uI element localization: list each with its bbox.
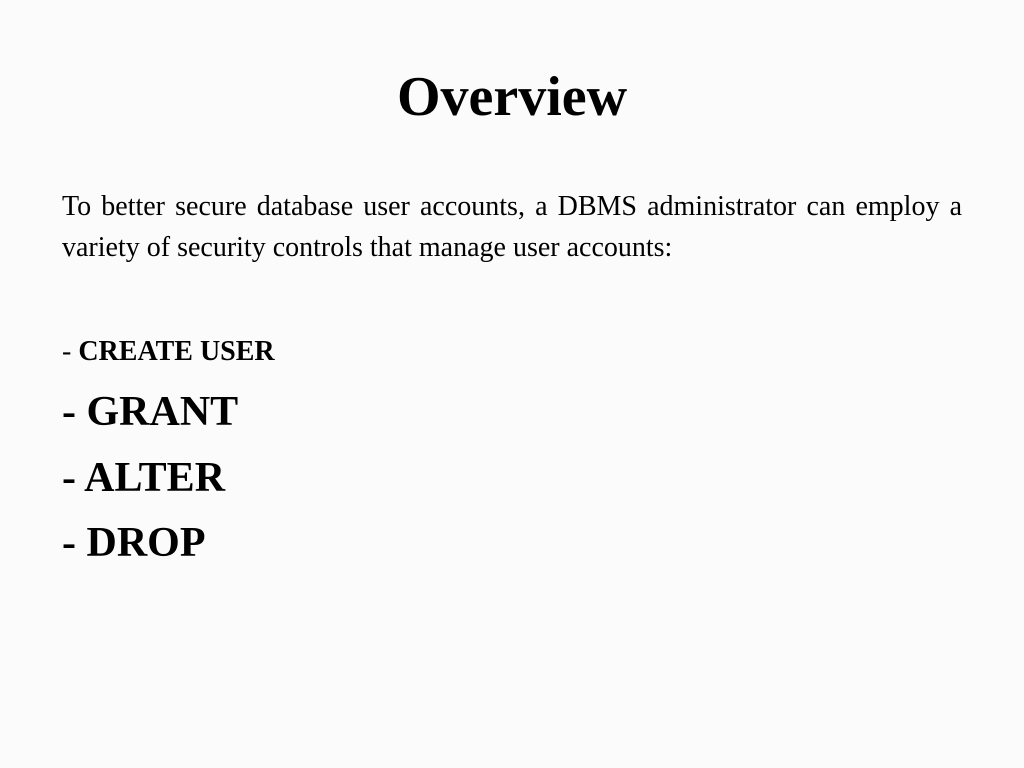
- list-dash: -: [62, 336, 79, 367]
- list-item-drop: [62, 518, 206, 568]
- list-item-label: GRANT: [86, 389, 239, 435]
- list-item-grant: [62, 387, 238, 437]
- list-dash: -: [62, 389, 87, 435]
- slide-title: Overview: [396, 66, 628, 128]
- list-dash: -: [62, 455, 85, 501]
- list-item-label: CREATE USER: [78, 336, 275, 367]
- list-item-label: DROP: [86, 520, 206, 566]
- list-item-alter: [62, 453, 225, 503]
- list-dash: -: [62, 520, 87, 566]
- list-item-label: ALTER: [84, 455, 226, 501]
- intro-paragraph: To better secure database user accounts, a DBMS administrator can employ a variety of security controls that manage user accounts:: [62, 191, 962, 263]
- list-item-create-user: [62, 332, 275, 372]
